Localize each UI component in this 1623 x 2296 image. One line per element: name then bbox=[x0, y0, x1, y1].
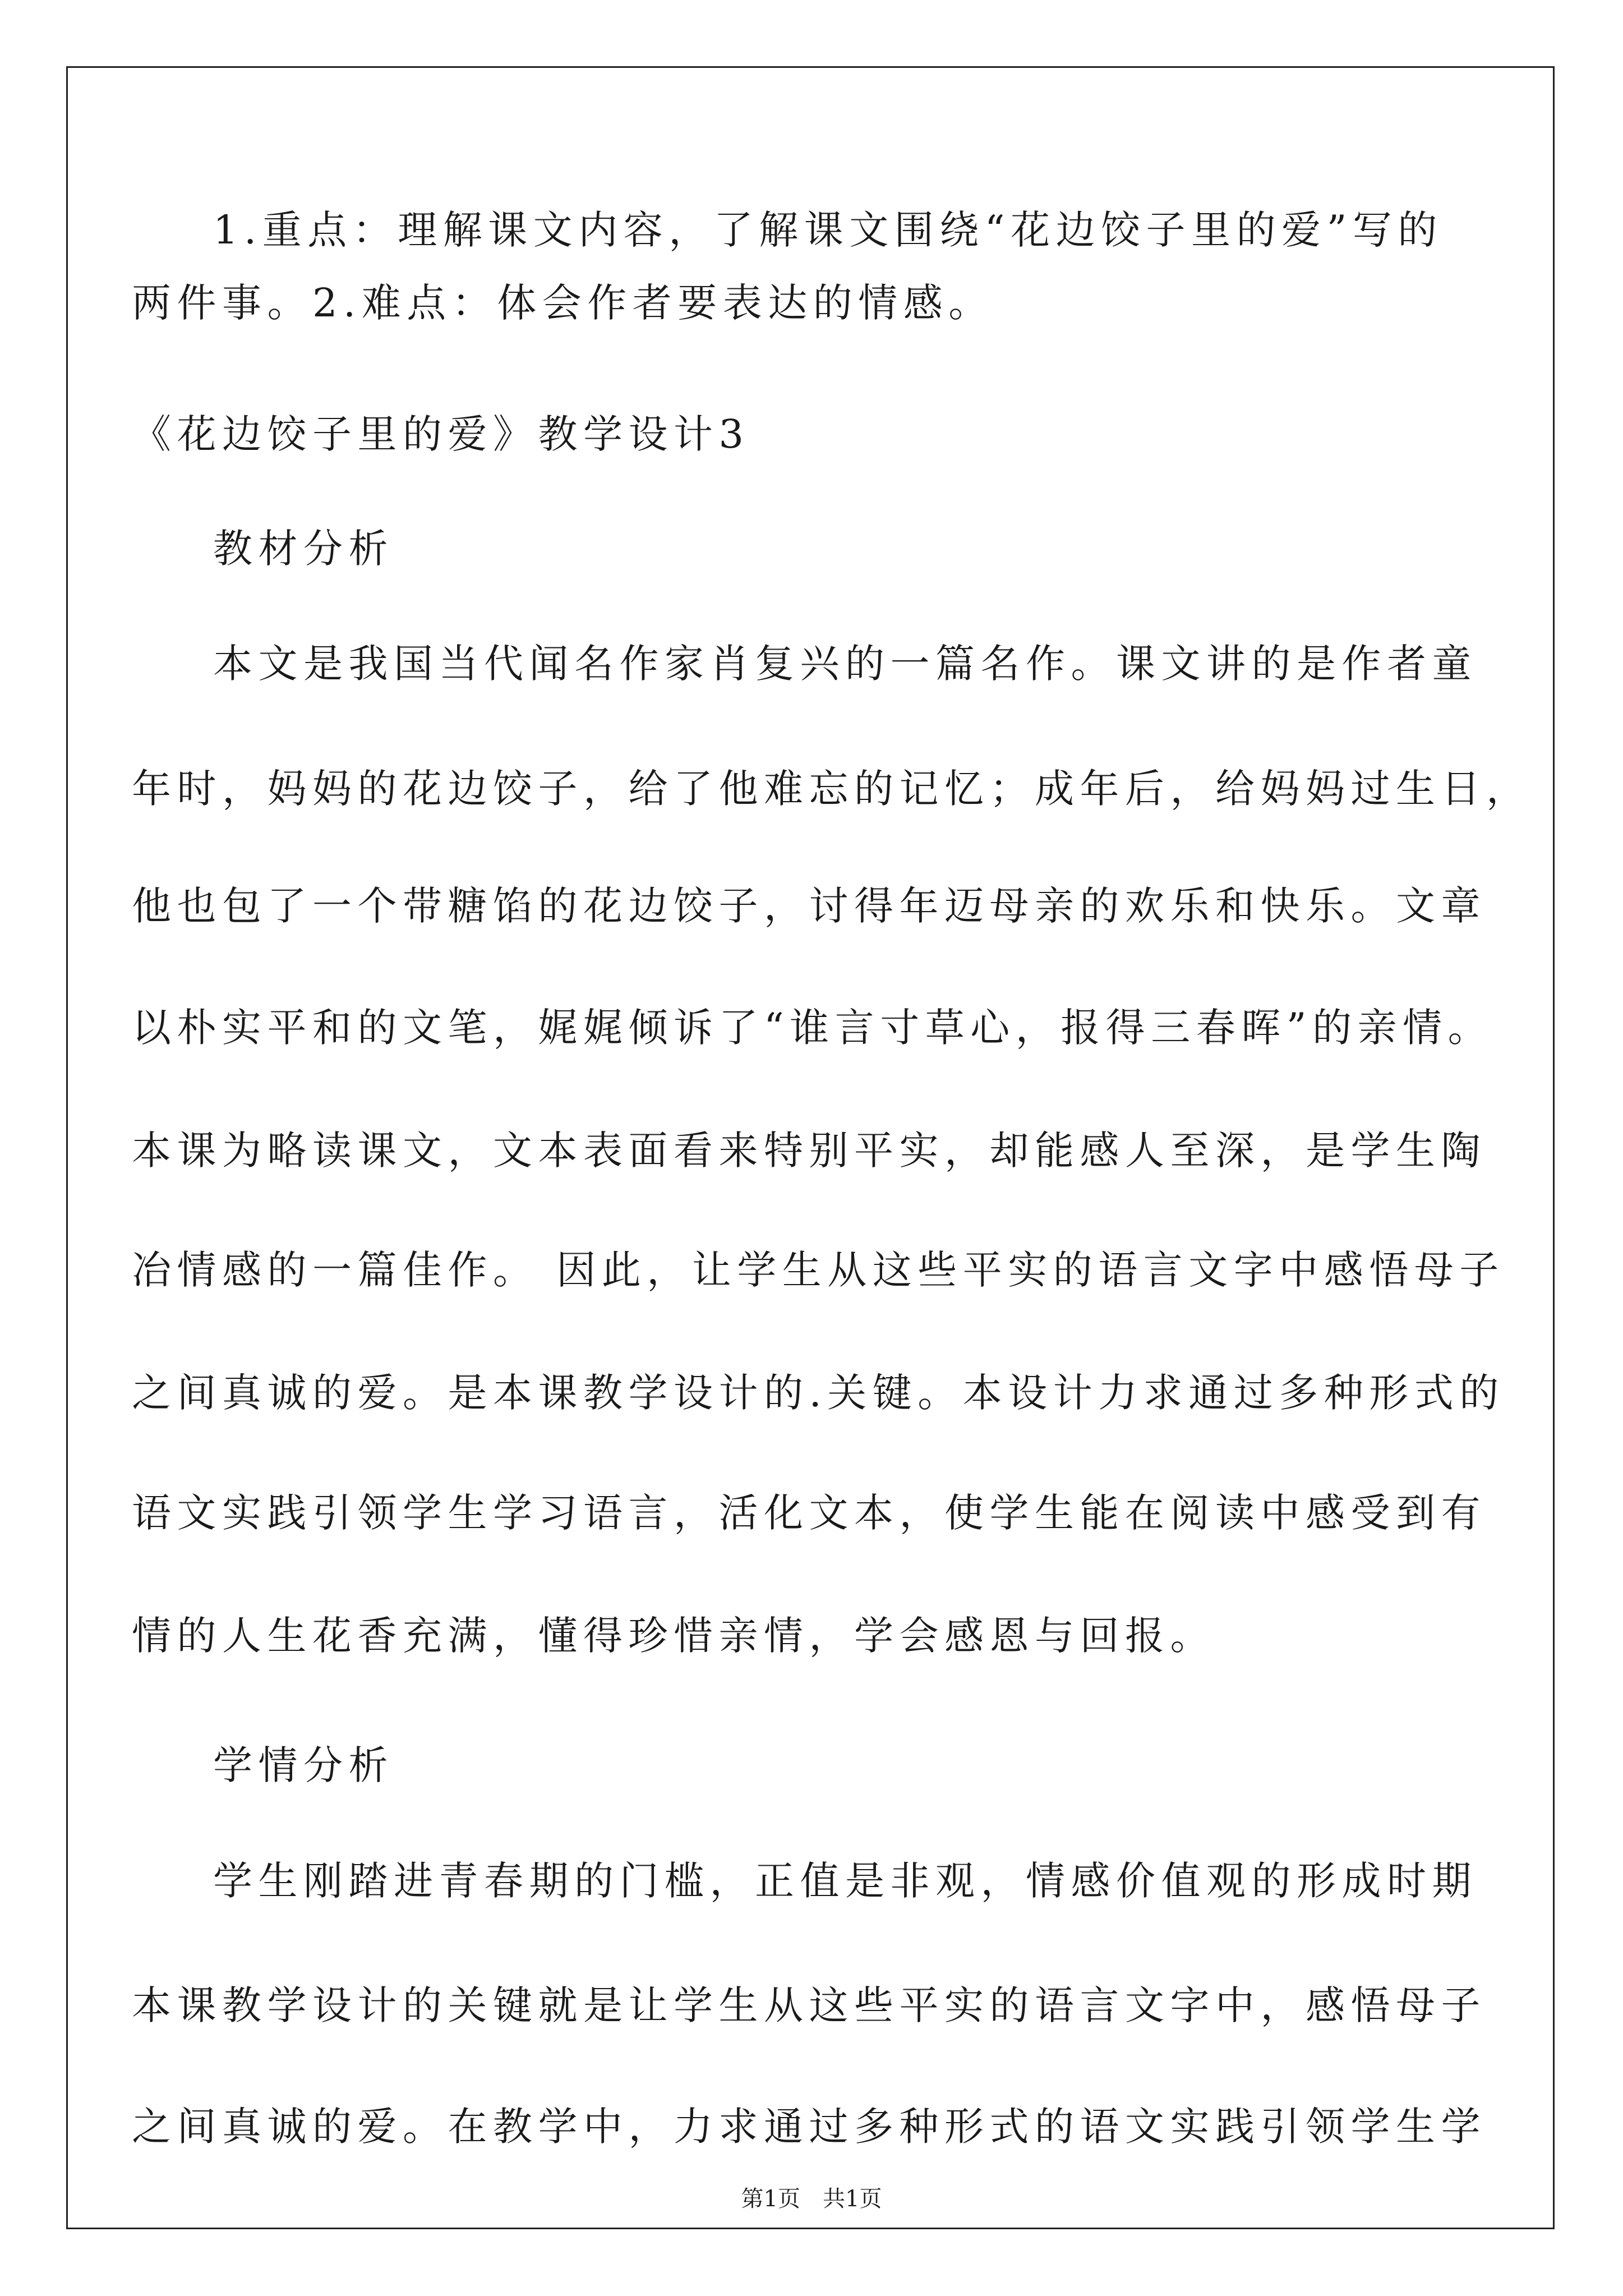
paragraph-line: 冶情感的一篇佳作。 因此，让学生从这些平实的语言文字中感悟母子 bbox=[132, 1247, 1505, 1293]
paragraph-line: 语文实践引领学生学习语言，活化文本，使学生能在阅读中感受到有 bbox=[132, 1490, 1486, 1536]
paragraph-line: 本课教学设计的关键就是让学生从这些平实的语言文字中，感悟母子 bbox=[132, 1982, 1486, 2028]
paragraph-line: 本课为略读课文，文本表面看来特别平实，却能感人至深，是学生陶 bbox=[132, 1128, 1486, 1174]
paragraph-line: 情的人生花香充满，懂得珍惜亲情，学会感恩与回报。 bbox=[132, 1613, 1215, 1659]
paragraph-line: 之间真诚的爱。是本课教学设计的.关键。本设计力求通过多种形式的 bbox=[132, 1370, 1505, 1416]
section-heading: 学情分析 bbox=[213, 1742, 394, 1788]
paragraph-line: 两件事。2.难点：体会作者要表达的情感。 bbox=[132, 280, 994, 326]
paragraph-line: 他也包了一个带糖馅的花边饺子，讨得年迈母亲的欢乐和快乐。文章 bbox=[132, 883, 1486, 929]
section-title: 《花边饺子里的爱》教学设计3 bbox=[132, 411, 750, 457]
paragraph-line: 1.重点：理解课文内容，了解课文围绕“花边饺子里的爱”写的 bbox=[213, 207, 1443, 253]
paragraph-line: 之间真诚的爱。在教学中，力求通过多种形式的语文实践引领学生学 bbox=[132, 2104, 1486, 2150]
paragraph-line: 本文是我国当代闻名作家肖复兴的一篇名作。课文讲的是作者童 bbox=[213, 641, 1477, 687]
paragraph-line: 学生刚踏进青春期的门槛，正值是非观，情感价值观的形成时期 bbox=[213, 1858, 1477, 1904]
paragraph-line: 以朴实平和的文笔，娓娓倾诉了“谁言寸草心，报得三春晖”的亲情。 bbox=[132, 1005, 1493, 1051]
page-number-footer: 第1页 共1页 bbox=[741, 2186, 882, 2212]
section-heading: 教材分析 bbox=[213, 526, 394, 572]
paragraph-line: 年时，妈妈的花边饺子，给了他难忘的记忆；成年后，给妈妈过生日， bbox=[132, 766, 1532, 812]
